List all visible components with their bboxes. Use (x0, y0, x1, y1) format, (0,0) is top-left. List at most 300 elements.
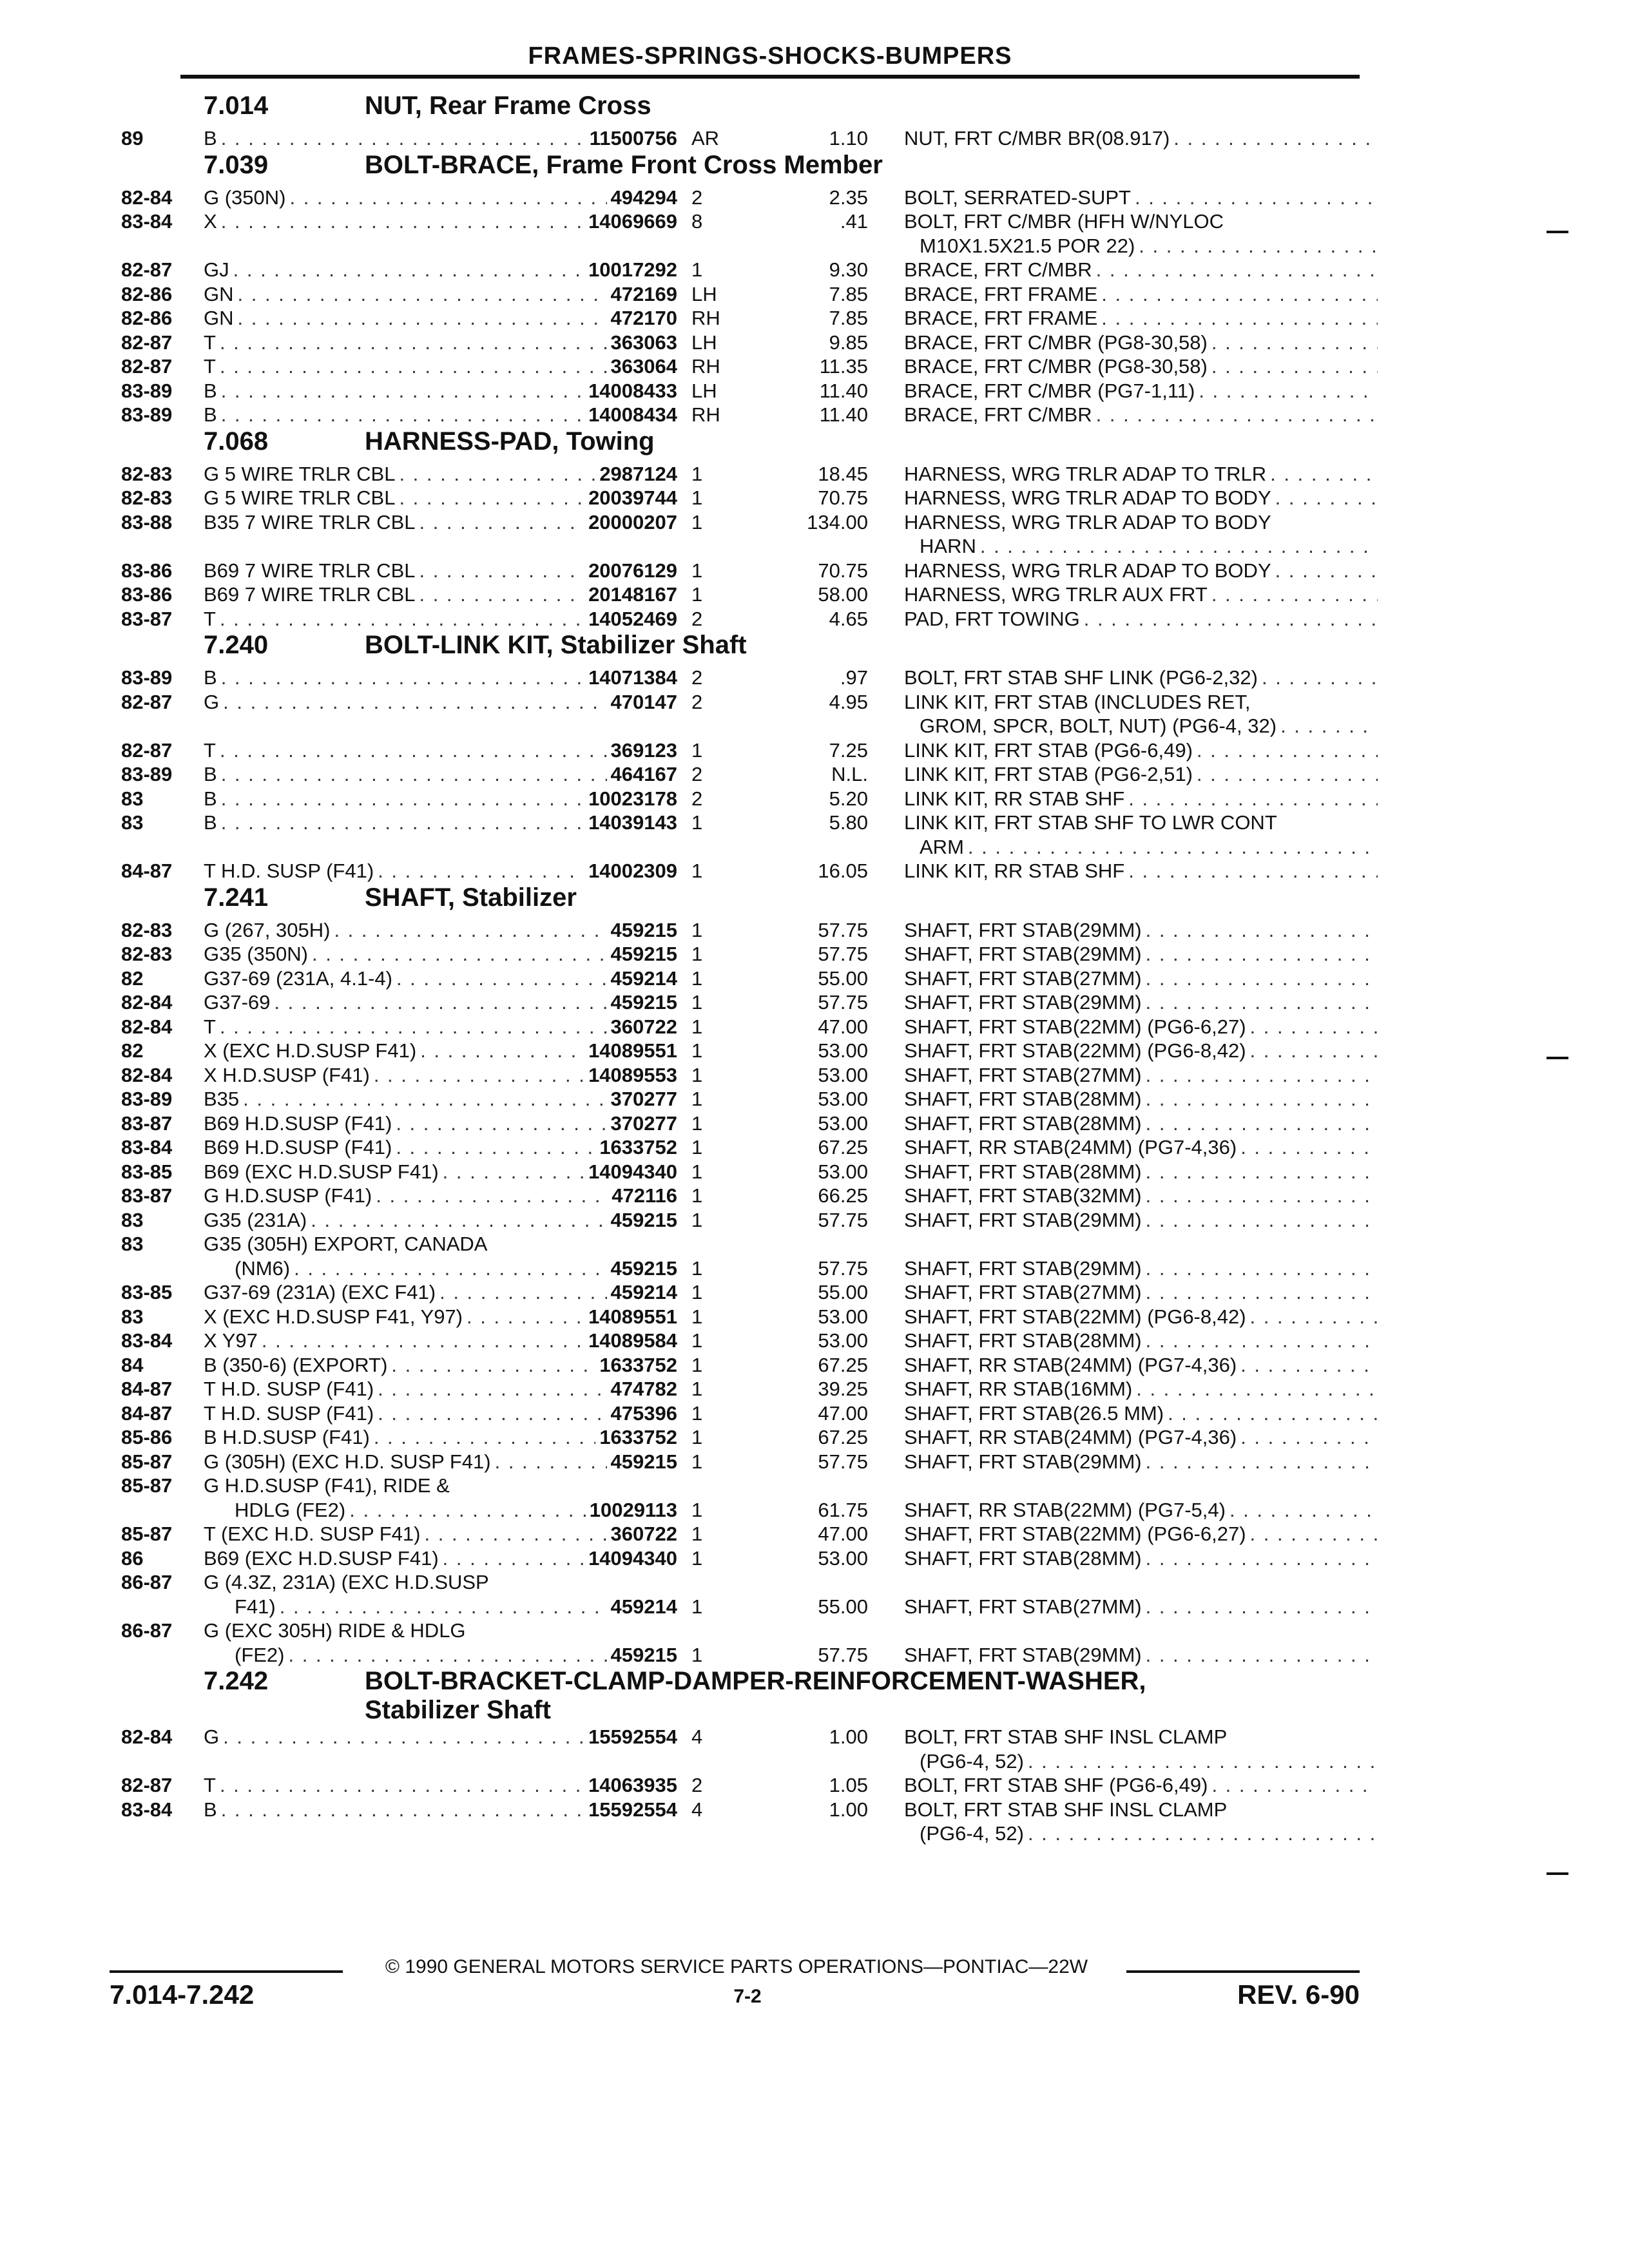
price: 67.25 (818, 1353, 868, 1376)
quantity: 1 (691, 1401, 703, 1425)
description-line (904, 738, 1382, 763)
part-description (868, 1401, 1382, 1426)
price: 53.00 (818, 1039, 868, 1062)
model-text: G (267, 305H) (204, 918, 331, 941)
dot-leader (1211, 354, 1378, 379)
dot-leader (274, 990, 606, 1015)
model-text: B69 H.D.SUSP (F41) (204, 1111, 392, 1135)
part-description (868, 1619, 1382, 1667)
dot-leader (262, 1329, 584, 1353)
part-row (121, 258, 1356, 282)
model-line (204, 1450, 677, 1474)
description-text: LINK KIT, RR STAB SHF (904, 787, 1125, 810)
model-line (204, 510, 677, 535)
dot-leader (374, 1063, 584, 1088)
dot-leader (1280, 714, 1378, 738)
part-row (121, 486, 1356, 510)
section-title-line: BOLT-LINK KIT, Stabilizer Shaft (365, 631, 747, 659)
part-description (868, 942, 1382, 966)
model-text: HDLG (FE2) (235, 1498, 346, 1521)
dot-leader (419, 559, 584, 583)
section-title-line: Stabilizer Shaft (365, 1696, 551, 1724)
model-text: G (305H) (EXC H.D. SUSP F41) (204, 1450, 491, 1473)
quantity: 1 (691, 1111, 703, 1135)
dot-leader (1128, 859, 1378, 883)
description-line (904, 607, 1382, 631)
model-line (204, 331, 677, 355)
page-header-title: FRAMES-SPRINGS-SHOCKS-BUMPERS (528, 43, 1012, 70)
model-line (204, 1232, 677, 1256)
quantity: 1 (691, 1523, 703, 1545)
model-years: 86-87 (121, 1571, 173, 1593)
part-number: 464167 (610, 763, 677, 785)
quantity: 1 (691, 1450, 703, 1473)
price: .97 (840, 666, 868, 689)
model-years: 83-89 (121, 379, 173, 402)
description-text: HARNESS, WRG TRLR AUX FRT (904, 583, 1208, 606)
dot-leader (1240, 1425, 1378, 1450)
model-application (204, 1039, 677, 1063)
part-row (121, 1798, 1356, 1846)
model-years: 82 (121, 1039, 144, 1062)
model-text: G (204, 690, 220, 713)
dot-leader (1211, 1773, 1378, 1798)
dot-leader (1262, 666, 1378, 690)
model-text: B69 (EXC H.D.SUSP F41) (204, 1546, 439, 1570)
dot-leader (396, 966, 607, 991)
section-title (365, 427, 1356, 456)
quantity: 1 (691, 1256, 703, 1280)
description-text: SHAFT, FRT STAB(27MM) (904, 966, 1142, 990)
model-line (204, 486, 677, 510)
part-number: 14039143 (588, 811, 677, 834)
footer-rule-right (1126, 1970, 1360, 1973)
dot-leader (419, 582, 584, 607)
quantity: AR (691, 127, 720, 149)
description-line (904, 690, 1382, 715)
price: 70.75 (818, 486, 868, 509)
model-years: 84-87 (121, 1401, 173, 1425)
quantity: 1 (691, 1426, 703, 1448)
model-application (204, 1570, 677, 1619)
part-row (121, 1015, 1356, 1039)
dot-leader (238, 306, 607, 331)
quantity: 4 (691, 1798, 703, 1821)
model-line (204, 582, 677, 607)
model-application (204, 966, 677, 991)
quantity: 1 (691, 966, 703, 990)
description-text: SHAFT, RR STAB(24MM) (PG7-4,36) (904, 1426, 1237, 1448)
model-line (204, 1063, 677, 1088)
part-number: 20076129 (588, 559, 677, 582)
price: 55.00 (818, 1595, 868, 1618)
description-text: HARNESS, WRG TRLR ADAP TO TRLR (904, 462, 1267, 485)
model-years: 82-87 (121, 331, 173, 354)
quantity: 1 (691, 943, 703, 965)
description-text: SHAFT, FRT STAB(28MM) (904, 1111, 1142, 1135)
part-row (121, 510, 1356, 559)
model-years: 83 (121, 811, 144, 834)
part-row (121, 379, 1356, 403)
description-text: SHAFT, FRT STAB(28MM) (904, 1088, 1142, 1110)
quantity: 1 (691, 258, 703, 281)
part-number: 459214 (610, 966, 677, 990)
dot-leader (376, 1184, 608, 1208)
model-line (204, 607, 677, 631)
part-description (868, 762, 1382, 787)
dot-leader (1146, 990, 1378, 1015)
model-years: 82-83 (121, 486, 173, 509)
model-text: T (204, 1774, 216, 1796)
dot-leader (1146, 942, 1378, 966)
quantity: 2 (691, 666, 703, 689)
model-years: 83-89 (121, 666, 173, 689)
part-number: 360722 (610, 1523, 677, 1545)
quantity: 1 (691, 1643, 703, 1666)
dot-leader (221, 209, 584, 234)
dot-leader (221, 1798, 584, 1822)
part-row (121, 1184, 1356, 1208)
dot-leader (1146, 1208, 1378, 1233)
part-row (121, 582, 1356, 607)
part-description (868, 1353, 1382, 1378)
part-number: 472170 (610, 307, 677, 329)
dot-leader (289, 186, 606, 210)
part-row (121, 607, 1356, 631)
description-text: LINK KIT, FRT STAB (PG6-2,51) (904, 763, 1193, 785)
model-line (204, 258, 677, 282)
quantity: 1 (691, 1160, 703, 1183)
model-years: 82 (121, 966, 144, 990)
description-text: BRACE, FRT C/MBR (PG8-30,58) (904, 331, 1208, 354)
description-line (904, 209, 1382, 234)
dot-leader (378, 859, 584, 883)
section-number: 7.039 (204, 150, 269, 179)
model-text: (NM6) (235, 1256, 291, 1280)
part-description (868, 1474, 1382, 1522)
model-years: 83 (121, 787, 144, 810)
model-line (204, 859, 677, 883)
description-text: PAD, FRT TOWING (904, 607, 1080, 630)
dot-leader (399, 462, 595, 486)
part-number: 14089551 (588, 1305, 677, 1328)
dot-leader (1146, 1546, 1378, 1571)
model-years: 85-86 (121, 1426, 173, 1448)
part-description (868, 1232, 1382, 1280)
dot-leader (1270, 462, 1378, 486)
model-text: G35 (350N) (204, 943, 308, 965)
model-years: 82-84 (121, 186, 173, 209)
description-text: SHAFT, FRT STAB(28MM) (904, 1329, 1142, 1352)
price: 11.35 (819, 355, 868, 378)
description-text: SHAFT, FRT STAB(28MM) (904, 1160, 1142, 1183)
description-text: HARN (920, 535, 976, 557)
model-text: T (204, 331, 216, 354)
description-line (904, 1111, 1382, 1136)
description-text: BOLT, FRT STAB SHF INSL CLAMP (904, 1798, 1228, 1821)
dot-leader (220, 354, 607, 379)
part-number: 14069669 (588, 210, 677, 233)
section-number: 7.240 (204, 631, 269, 659)
section-title-line: NUT, Rear Frame Cross (365, 91, 651, 120)
part-number: 459215 (610, 1643, 677, 1666)
price: 66.25 (818, 1184, 868, 1207)
model-text: B (204, 811, 217, 834)
part-description (868, 787, 1382, 811)
model-application (204, 559, 677, 583)
model-years: 83-84 (121, 1136, 173, 1158)
part-row (121, 690, 1356, 738)
model-line (204, 1353, 677, 1378)
model-text: (FE2) (235, 1643, 285, 1666)
dot-leader (1146, 1160, 1378, 1184)
description-text: BRACE, FRT C/MBR (904, 403, 1092, 426)
description-line (904, 1063, 1382, 1088)
section-number: 7.241 (204, 883, 269, 912)
part-description (868, 258, 1382, 282)
description-line (904, 234, 1382, 258)
quantity: 2 (691, 787, 703, 810)
footer-rule-left (110, 1970, 343, 1973)
model-line (204, 690, 677, 715)
price: 9.85 (829, 331, 868, 354)
quantity: 1 (691, 583, 703, 606)
quantity: 8 (691, 210, 703, 233)
part-number: 370277 (610, 1111, 677, 1135)
price: 53.00 (818, 1063, 868, 1086)
dot-leader (1146, 1450, 1378, 1474)
quantity: 1 (691, 1329, 703, 1352)
description-text: LINK KIT, FRT STAB (PG6-6,49) (904, 738, 1193, 762)
price: 47.00 (818, 1401, 868, 1425)
dot-leader (312, 942, 607, 966)
description-line (904, 966, 1382, 991)
quantity: 1 (691, 1595, 703, 1618)
dot-leader (399, 486, 584, 510)
part-description (868, 1570, 1382, 1619)
model-years: 83 (121, 1305, 144, 1328)
part-description (868, 607, 1382, 631)
price: N.L. (831, 763, 868, 785)
part-description (868, 1087, 1382, 1111)
model-years: 83-87 (121, 1184, 173, 1207)
description-text: SHAFT, RR STAB(22MM) (PG7-5,4) (904, 1498, 1226, 1521)
model-text: T H.D. SUSP (F41) (204, 1378, 374, 1400)
header-rule (180, 75, 1360, 79)
quantity: 1 (691, 1498, 703, 1521)
margin-mark (1547, 1057, 1568, 1059)
description-text: SHAFT, FRT STAB(32MM) (904, 1184, 1142, 1207)
description-text: (PG6-4, 52) (920, 1822, 1024, 1845)
quantity: 1 (691, 811, 703, 834)
model-application (204, 1160, 677, 1184)
model-application (204, 510, 677, 535)
model-text: GN (204, 307, 234, 329)
dot-leader (1211, 331, 1378, 355)
section-number: 7.242 (204, 1667, 269, 1695)
quantity: 4 (691, 1725, 703, 1748)
part-number: 369123 (610, 738, 677, 762)
part-number: 1633752 (599, 1426, 677, 1448)
section-heading (121, 151, 1356, 186)
description-text: LINK KIT, RR STAB SHF (904, 860, 1125, 882)
dot-leader (1240, 1353, 1378, 1378)
model-line (204, 1305, 677, 1329)
part-row (121, 1063, 1356, 1088)
description-text: (PG6-4, 52) (920, 1749, 1024, 1773)
model-application (204, 607, 677, 631)
section-title-line: BOLT-BRACKET-CLAMP-DAMPER-REINFORCEMENT-WASHER, (365, 1667, 1146, 1695)
price: 7.25 (829, 738, 868, 762)
description-line (904, 835, 1382, 860)
description-line (904, 534, 1382, 559)
description-text: SHAFT, FRT STAB(29MM) (904, 1643, 1142, 1666)
model-years: 82-83 (121, 943, 173, 965)
dot-leader (221, 666, 584, 690)
part-number: 14089553 (588, 1063, 677, 1086)
description-line (904, 1280, 1382, 1305)
part-row (121, 1425, 1356, 1450)
model-years: 83-88 (121, 510, 173, 533)
price: 53.00 (818, 1305, 868, 1328)
model-application (204, 403, 677, 427)
part-row (121, 1280, 1356, 1305)
dot-leader (220, 1773, 584, 1798)
quantity: 1 (691, 1281, 703, 1303)
model-text: GN (204, 282, 234, 305)
model-application (204, 1280, 677, 1305)
quantity: 1 (691, 860, 703, 882)
part-description (868, 354, 1382, 379)
description-text: BOLT, FRT STAB SHF LINK (PG6-2,32) (904, 666, 1258, 689)
price: 57.75 (818, 991, 868, 1014)
part-number: 459215 (610, 918, 677, 941)
description-text: SHAFT, RR STAB(16MM) (904, 1378, 1133, 1400)
model-line (204, 403, 677, 427)
quantity: 1 (691, 1546, 703, 1570)
description-line (904, 1425, 1382, 1450)
description-line (904, 1160, 1382, 1184)
description-line (904, 666, 1382, 690)
model-application (204, 666, 677, 690)
part-description (868, 990, 1382, 1015)
dot-leader (1101, 282, 1378, 307)
price: 1.00 (829, 1725, 868, 1748)
description-line (904, 1305, 1382, 1329)
model-application (204, 942, 677, 966)
model-application (204, 486, 677, 510)
part-description (868, 331, 1382, 355)
model-line (204, 1208, 677, 1233)
section-heading (121, 631, 1356, 666)
model-years: 82-84 (121, 991, 173, 1014)
price: 7.85 (829, 307, 868, 329)
description-line (904, 306, 1382, 331)
part-number: 20148167 (588, 583, 677, 606)
model-line (204, 379, 677, 403)
dot-leader (1028, 1749, 1378, 1774)
model-application (204, 738, 677, 763)
model-line (204, 1498, 677, 1523)
description-text: SHAFT, FRT STAB(29MM) (904, 918, 1142, 941)
price: 11.40 (819, 403, 868, 426)
dot-leader (467, 1305, 584, 1329)
model-years: 82-83 (121, 918, 173, 941)
part-number: 14094340 (588, 1546, 677, 1570)
dot-leader (374, 1425, 595, 1450)
model-text: G (EXC 305H) RIDE & HDLG (204, 1619, 466, 1642)
model-years: 83-89 (121, 1088, 173, 1110)
model-text: B H.D.SUSP (F41) (204, 1426, 370, 1448)
model-text: B35 (204, 1088, 240, 1110)
model-text: B (204, 763, 217, 785)
part-number: 475396 (610, 1401, 677, 1425)
description-line (904, 379, 1382, 403)
model-text: X (EXC H.D.SUSP F41, Y97) (204, 1305, 463, 1328)
model-application (204, 859, 677, 883)
price: 53.00 (818, 1160, 868, 1183)
description-text: BRACE, FRT C/MBR (PG7-1,11) (904, 379, 1195, 402)
part-number: 370277 (610, 1088, 677, 1110)
model-years: 82-87 (121, 738, 173, 762)
part-number: 14089584 (588, 1329, 677, 1352)
parts-catalog-listing (121, 91, 1356, 1846)
model-text: B (204, 403, 217, 426)
model-years: 86-87 (121, 1619, 173, 1642)
footer-page-number: 7-2 (733, 1986, 762, 2007)
part-number: 15592554 (588, 1798, 677, 1821)
part-description (868, 966, 1382, 991)
model-line (204, 1280, 677, 1305)
model-application (204, 462, 677, 486)
model-line (204, 1619, 677, 1643)
model-text: G (204, 1725, 220, 1748)
quantity: 1 (691, 1136, 703, 1158)
model-line (204, 966, 677, 991)
dot-leader (378, 1401, 606, 1426)
dot-leader (1146, 1280, 1378, 1305)
price: 67.25 (818, 1426, 868, 1448)
model-application (204, 1015, 677, 1039)
part-row (121, 966, 1356, 991)
quantity: 2 (691, 1774, 703, 1796)
description-text: SHAFT, FRT STAB(26.5 MM) (904, 1401, 1164, 1425)
description-line (904, 1595, 1382, 1619)
description-line (904, 1184, 1382, 1208)
model-text: T (204, 355, 216, 378)
model-years: 82-86 (121, 282, 173, 305)
quantity: RH (691, 355, 720, 378)
model-years: 83-84 (121, 1329, 173, 1352)
model-application (204, 1135, 677, 1160)
model-years: 82-84 (121, 1725, 173, 1748)
quantity: 2 (691, 690, 703, 713)
description-text: SHAFT, FRT STAB(29MM) (904, 1450, 1142, 1473)
description-text: BRACE, FRT FRAME (904, 282, 1098, 305)
model-application (204, 258, 677, 282)
part-row (121, 1522, 1356, 1546)
part-description (868, 462, 1382, 486)
dot-leader (220, 607, 584, 631)
part-row (121, 1773, 1356, 1798)
margin-mark (1547, 1872, 1568, 1875)
part-row (121, 918, 1356, 943)
part-description (868, 1522, 1382, 1546)
section-heading (121, 883, 1356, 918)
description-line (904, 282, 1382, 307)
model-years: 85-87 (121, 1474, 173, 1497)
model-text: G (4.3Z, 231A) (EXC H.D.SUSP (204, 1571, 489, 1593)
